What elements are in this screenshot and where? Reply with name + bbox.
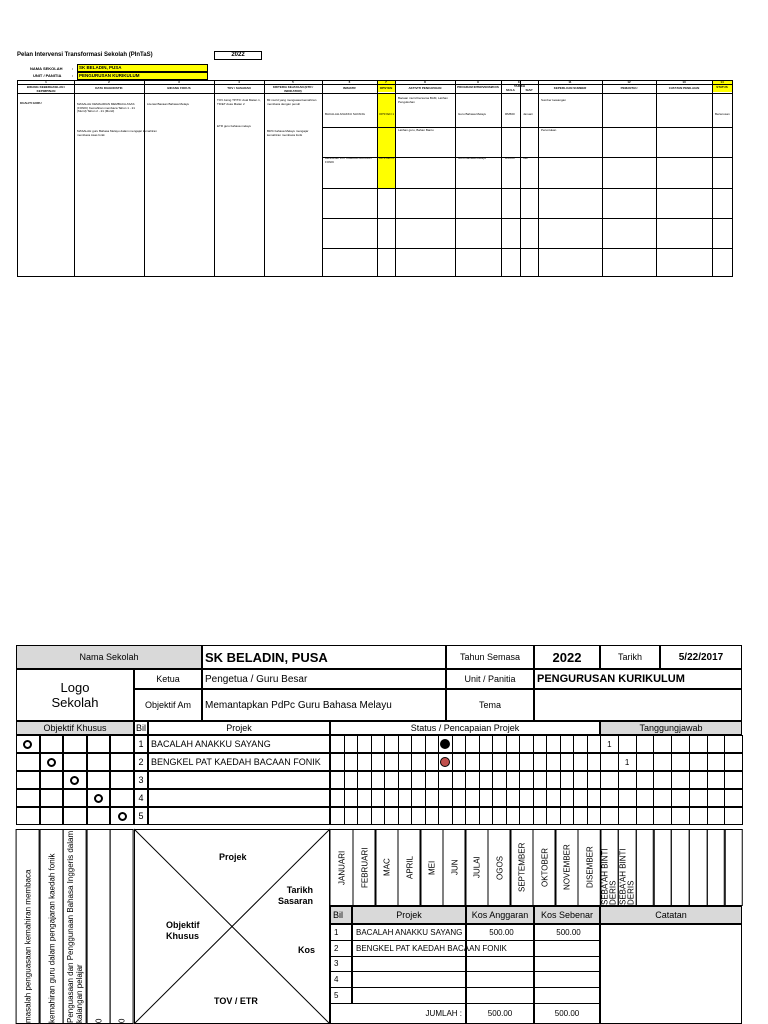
tanggungjawab-cell <box>600 807 619 825</box>
objective-cell <box>87 753 111 771</box>
month-header: OKTOBER <box>533 829 557 906</box>
status-cell <box>384 753 399 771</box>
status-cell <box>438 753 453 771</box>
objective-khusus-text: Penguasaan dan Penggunaan Bahasa Inggeris dalam kalangan pelajar <box>63 829 87 1024</box>
status-dot-icon <box>440 757 450 767</box>
tanggungjawab-cell: 1 <box>618 753 637 771</box>
logo-sekolah: Logo Sekolah <box>16 669 134 721</box>
objective-cell <box>40 753 64 771</box>
hdr-bidang: BIDANG KEBERHASILAN / KEPIMPINAN <box>26 85 66 93</box>
tanggungjawab-cell <box>689 789 708 807</box>
status-cell <box>344 771 359 789</box>
ketua-label: Ketua <box>134 669 202 689</box>
status-cell <box>411 789 426 807</box>
status-cell <box>330 789 345 807</box>
status-cell <box>506 753 521 771</box>
status-cell <box>411 771 426 789</box>
status-cell <box>533 735 548 753</box>
cost-bil: 3 <box>330 956 352 973</box>
month-header: FEBRUARI <box>353 829 377 906</box>
date-value: 5/22/2017 <box>660 645 742 669</box>
status-cell <box>506 807 521 825</box>
tanggungjawab-cell <box>653 735 672 753</box>
project-name <box>148 789 330 807</box>
cost-sebenar: 500.00 <box>534 924 600 941</box>
diagram-kos: Kos <box>298 945 316 955</box>
status-cell <box>384 807 399 825</box>
objective-cell <box>87 771 111 789</box>
hdr-pemantau: PEMANTAU <box>620 86 638 90</box>
status-cell <box>452 771 467 789</box>
cost-bil: 5 <box>330 987 352 1004</box>
status-cell <box>519 735 534 753</box>
project-status-form <box>16 645 742 1024</box>
tanggungjawab-cell <box>707 807 726 825</box>
status-cell <box>371 753 386 771</box>
diagram-tarikh-sasaran: Tarikh Sasaran <box>278 885 314 906</box>
tanggungjawab-cell <box>600 753 619 771</box>
tanggungjawab-cell <box>653 807 672 825</box>
objective-cell <box>110 771 134 789</box>
status-cell <box>425 753 440 771</box>
tanggungjawab-cell <box>618 735 637 753</box>
school-name: SK BELADIN, PUSA <box>202 645 446 669</box>
person-header: SEBA'AH BINTI DERIS <box>600 829 619 906</box>
status-cell <box>546 789 561 807</box>
tanggungjawab-cell <box>671 807 690 825</box>
objective-cell <box>16 735 40 753</box>
status-cell <box>465 735 480 753</box>
status-cell <box>560 789 575 807</box>
month-header: JULAI <box>465 829 489 906</box>
status-cell <box>425 771 440 789</box>
status-cell <box>465 771 480 789</box>
status-cell <box>330 735 345 753</box>
tanggungjawab-cell <box>724 753 743 771</box>
cost-projek: BACALAH ANAKKU SAYANG <box>352 924 466 941</box>
month-header: APRIL <box>398 829 422 906</box>
hdr-kriteria: KRITERIA KEJAYAAN (ETR / INDIKATOR) <box>272 85 314 93</box>
intervention-grid: 1 2 3 4 5 6 7 8 9 10 11 12 13 14 BIDANG KEBERHASILAN / KEPIMPINAN DATA DIAGNOSTIK BIDANG FOKUS TOV / SASARAN KRITERIA KEJAYAAN (ETR / INDIKATOR) INISIATIF OPSYEN AKTIVITI PENCAPAIAN PROGRAM INTERVENSI/KOS TARIKH MULA SIAP KEPERLUAN SUMBER PEMANTAU CATATAN PENILAIAN STATUS KUALITI GURU MASALAH KEMAHIRAN MEMBACA ASAS (FONIK) Kemahiran membaca Tahun 1 - 21 (Murid) Tahun 2 - 21 (Murid) MASALAH guru Bahasa Melayu dalam mengajar kemahiran membaca Asas fonik Literasi Bacaan Bahasa Melayu TOV Asing TP/TD: Asal Matan 1, TD/ET Asas Matan 2 ETR guru bahasa melayu Bil murid yang menguasai kemahiran membaca dengan penuh Bil/% bahasa Melayu mengajar kemahiran membaca fonik BACALAH ANAKKU SAYANG OPSYEN 1 Bacaan murid bersama BAM, Latihan Pengukuhan Latihan guru, Bahan Bantu Guru Bahasa Melayu RM500 Januari Sumber kewangan Peruntukan Berterusan BENGKEL PAT KAEDAH BACAAN FONIK OPSYEN 2 Guru Bahasa Melayu RM500 Mei <box>17 80 733 277</box>
tanggungjawab-cell <box>671 735 690 753</box>
status-cell <box>330 753 345 771</box>
cost-anggaran <box>466 956 534 973</box>
cost-projek <box>352 971 466 988</box>
tanggungjawab-cell <box>653 771 672 789</box>
status-cell <box>492 753 507 771</box>
objective-cell <box>40 735 64 753</box>
status-cell <box>357 753 372 771</box>
hdr-fokus: BIDANG FOKUS <box>167 86 191 90</box>
jumlah-anggaran: 500.00 <box>466 1003 534 1024</box>
objective-cell <box>63 735 87 753</box>
tanggungjawab-cell <box>671 789 690 807</box>
person-header <box>724 829 743 906</box>
status-cell <box>479 753 494 771</box>
status-cell <box>398 807 413 825</box>
objective-khusus-text: kemahiran guru dalam pengajaran kaedah fonik <box>40 829 64 1024</box>
status-cell <box>573 807 588 825</box>
status-cell <box>573 771 588 789</box>
status-cell <box>506 771 521 789</box>
project-name: BENGKEL PAT KAEDAH BACAAN FONIK <box>148 753 330 771</box>
status-cell <box>411 807 426 825</box>
status-cell <box>371 771 386 789</box>
status-cell <box>479 807 494 825</box>
status-cell <box>357 735 372 753</box>
project-name <box>148 771 330 789</box>
objective-cell <box>87 807 111 825</box>
status-cell <box>452 753 467 771</box>
tanggungjawab-cell <box>724 771 743 789</box>
tanggungjawab-cell <box>636 807 655 825</box>
status-cell <box>384 789 399 807</box>
status-cell <box>438 807 453 825</box>
status-cell <box>587 735 602 753</box>
project-name: BACALAH ANAKKU SAYANG <box>148 735 330 753</box>
status-cell <box>330 807 345 825</box>
status-cell <box>465 753 480 771</box>
status-cell <box>425 789 440 807</box>
tarikh-label: Tarikh <box>600 645 660 669</box>
status-cell <box>587 789 602 807</box>
status-cell <box>492 771 507 789</box>
status-dot-icon <box>440 739 450 749</box>
status-cell <box>506 789 521 807</box>
objective-cell <box>110 735 134 753</box>
objective-marker-icon <box>23 740 32 749</box>
status-cell <box>587 771 602 789</box>
tanggungjawab-cell <box>724 789 743 807</box>
status-cell <box>344 753 359 771</box>
status-cell <box>546 771 561 789</box>
objective-cell <box>16 807 40 825</box>
init-bengkel: BENGKEL PAT KAEDAH BACAAN FONIK <box>325 156 372 164</box>
person-header: SEBA'AH BINTI DERIS <box>618 829 637 906</box>
status-cell <box>357 807 372 825</box>
cost-sebenar <box>534 971 600 988</box>
objective-cell <box>110 807 134 825</box>
status-cell <box>371 735 386 753</box>
status-cell <box>533 807 548 825</box>
status-cell <box>560 771 575 789</box>
objective-cell <box>63 807 87 825</box>
tahun-label: Tahun Semasa <box>446 645 534 669</box>
status-cell <box>519 807 534 825</box>
status-cell <box>560 735 575 753</box>
month-header: JUN <box>443 829 467 906</box>
objective-cell <box>63 753 87 771</box>
person-header <box>671 829 690 906</box>
unit-value: PENGURUSAN KURIKULUM <box>77 72 208 80</box>
sheet-title: Pelan Intervensi Transformasi Sekolah (PInTaS) <box>17 52 153 58</box>
status-cell <box>384 735 399 753</box>
status-cell <box>560 753 575 771</box>
month-header: SEPTEMBER <box>510 829 534 906</box>
person-header <box>636 829 655 906</box>
status-cell <box>411 735 426 753</box>
cost-bil: 2 <box>330 940 352 957</box>
status-cell <box>492 807 507 825</box>
ketua-value: Pengetua / Guru Besar <box>202 669 446 689</box>
unit-label: UNIT / PANITIA <box>33 73 62 78</box>
objective-cell <box>16 771 40 789</box>
hdr-catatan: CATATAN PENILAIAN <box>668 86 700 90</box>
objective-cell <box>87 789 111 807</box>
cost-projek-header: Projek <box>352 906 466 924</box>
year-value: 2022 <box>534 645 600 669</box>
objective-cell <box>40 771 64 789</box>
cost-projek: BENGKEL PAT KAEDAH BACAAN FONIK <box>352 940 466 957</box>
kos-sebenar-header: Kos Sebenar <box>534 906 600 924</box>
objective-cell <box>63 771 87 789</box>
tanggungjawab-cell <box>636 753 655 771</box>
cost-anggaran <box>466 987 534 1004</box>
month-header: NOVEMBER <box>555 829 579 906</box>
objective-marker-icon <box>70 776 79 785</box>
school-value: SK BELADIN, PUSA <box>77 64 208 72</box>
tanggungjawab-cell <box>600 771 619 789</box>
status-cell <box>533 771 548 789</box>
objective-marker-icon <box>47 758 56 767</box>
status-cell <box>465 807 480 825</box>
tanggungjawab-cell <box>689 735 708 753</box>
objective-marker-icon <box>94 794 103 803</box>
status-cell <box>465 789 480 807</box>
status-cell <box>546 807 561 825</box>
month-header: OGOS <box>488 829 512 906</box>
cost-sebenar <box>534 956 600 973</box>
tanggungjawab-cell <box>724 807 743 825</box>
cost-projek <box>352 956 466 973</box>
status-cell <box>344 735 359 753</box>
status-cell <box>452 735 467 753</box>
init-bacalah: BACALAH ANAKKU SAYANG <box>325 112 365 116</box>
status-cell <box>384 771 399 789</box>
month-header: MEI <box>420 829 444 906</box>
tema-label: Tema <box>446 689 534 721</box>
status-cell <box>546 753 561 771</box>
status-cell <box>587 807 602 825</box>
jumlah-sebenar: 500.00 <box>534 1003 600 1024</box>
hdr-data: DATA DIAGNOSTIK <box>95 86 123 90</box>
status-cell <box>492 735 507 753</box>
person-header <box>707 829 726 906</box>
cost-bil-header: Bil <box>330 906 352 924</box>
status-cell <box>411 753 426 771</box>
person-header <box>653 829 672 906</box>
hdr-tov: TOV / SASARAN <box>227 86 251 90</box>
tanggungjawab-cell <box>707 789 726 807</box>
tanggungjawab-cell <box>707 753 726 771</box>
status-cell <box>357 771 372 789</box>
hdr-sumber: KEPERLUAN SUMBER <box>553 86 587 90</box>
tanggungjawab-header: Tanggungjawab <box>600 721 742 735</box>
tanggungjawab-cell <box>636 771 655 789</box>
hdr-opsyen: OPSYEN <box>379 86 393 90</box>
project-name <box>148 807 330 825</box>
month-header: JANUARI <box>330 829 354 906</box>
cost-anggaran <box>466 940 534 957</box>
catatan-header: Catatan <box>600 906 742 924</box>
objektif-am-value: Memantapkan PdPc Guru Bahasa Melayu <box>202 689 446 721</box>
status-cell <box>519 789 534 807</box>
status-cell <box>506 735 521 753</box>
diagram-objektif-khusus: Objektif Khusus <box>166 920 200 941</box>
objective-cell <box>40 789 64 807</box>
cost-bil: 1 <box>330 924 352 941</box>
hdr-status: STATUS <box>716 85 728 89</box>
objective-cell <box>110 753 134 771</box>
status-cell <box>438 789 453 807</box>
cost-bil: 4 <box>330 971 352 988</box>
tanggungjawab-cell <box>653 789 672 807</box>
objective-marker-icon <box>118 812 127 821</box>
tanggungjawab-cell <box>671 771 690 789</box>
tanggungjawab-cell <box>653 753 672 771</box>
cost-sebenar <box>534 987 600 1004</box>
status-cell <box>344 789 359 807</box>
hdr-tarikh: TARIKH <box>513 84 526 88</box>
status-cell <box>492 789 507 807</box>
tanggungjawab-cell: 1 <box>600 735 619 753</box>
sheet-year: 2022 <box>214 51 262 60</box>
objective-khusus-text: 0 <box>87 829 111 1024</box>
tema-value <box>534 689 742 721</box>
tanggungjawab-cell <box>689 771 708 789</box>
status-cell <box>425 735 440 753</box>
area-kualiti-guru: KUALITI GURU <box>20 101 42 105</box>
bil-header: Bil <box>136 723 147 733</box>
hdr-program: PROGRAM INTERVENSI/KOS <box>457 85 499 89</box>
status-cell <box>398 789 413 807</box>
status-cell <box>398 771 413 789</box>
status-cell <box>533 753 548 771</box>
tanggungjawab-cell <box>618 789 637 807</box>
tanggungjawab-cell <box>618 771 637 789</box>
objective-cell <box>16 789 40 807</box>
cost-anggaran: 500.00 <box>466 924 534 941</box>
tanggungjawab-cell <box>600 789 619 807</box>
status-cell <box>519 771 534 789</box>
school-label: NAMA SEKOLAH <box>30 66 63 71</box>
status-cell <box>519 753 534 771</box>
status-cell <box>438 735 453 753</box>
unit-label: Unit / Panitia <box>446 669 534 689</box>
tanggungjawab-cell <box>689 807 708 825</box>
status-cell <box>371 807 386 825</box>
tanggungjawab-cell <box>618 807 637 825</box>
project-bil: 4 <box>134 789 148 807</box>
status-cell <box>425 807 440 825</box>
month-header: MAC <box>375 829 399 906</box>
objective-cell <box>16 753 40 771</box>
status-cell <box>452 807 467 825</box>
cost-projek <box>352 987 466 1004</box>
status-cell <box>330 771 345 789</box>
tanggungjawab-cell <box>707 735 726 753</box>
status-cell <box>533 789 548 807</box>
status-cell <box>357 789 372 807</box>
status-cell <box>546 735 561 753</box>
objektif-khusus-header: Objektif Khusus <box>16 721 134 735</box>
status-cell <box>573 753 588 771</box>
objective-cell <box>40 807 64 825</box>
tanggungjawab-cell <box>636 735 655 753</box>
tanggungjawab-cell <box>707 771 726 789</box>
tanggungjawab-cell <box>689 753 708 771</box>
project-bil: 1 <box>134 735 148 753</box>
nama-sekolah-label: Nama Sekolah <box>16 645 202 669</box>
status-cell <box>452 789 467 807</box>
unit-value: PENGURUSAN KURIKULUM <box>534 669 742 689</box>
kos-anggaran-header: Kos Anggaran <box>466 906 534 924</box>
diagram-tov-etr: TOV / ETR <box>214 996 258 1006</box>
objective-cell <box>110 789 134 807</box>
project-bil: 3 <box>134 771 148 789</box>
objective-khusus-text: masalah penguasaan kemahiran membaca <box>16 829 40 1024</box>
status-cell <box>479 771 494 789</box>
status-cell <box>398 753 413 771</box>
status-cell <box>344 807 359 825</box>
status-cell <box>438 771 453 789</box>
status-cell <box>573 735 588 753</box>
month-header: DISEMBER <box>578 829 602 906</box>
person-header <box>689 829 708 906</box>
cost-anggaran <box>466 971 534 988</box>
jumlah-label: JUMLAH : <box>330 1003 466 1024</box>
status-cell <box>479 789 494 807</box>
hdr-inisiatif: INISIATIF <box>342 86 357 90</box>
objective-cell <box>87 735 111 753</box>
status-cell <box>573 789 588 807</box>
objektif-am-label: Objektif Am <box>134 689 202 721</box>
hdr-aktiviti: AKTIVITI PENCAPAIAN <box>408 86 442 90</box>
cost-sebenar <box>534 940 600 957</box>
project-bil: 2 <box>134 753 148 771</box>
catatan-box <box>600 924 742 1024</box>
tanggungjawab-cell <box>724 735 743 753</box>
status-cell <box>371 789 386 807</box>
diagram-projek: Projek <box>219 852 247 862</box>
objective-khusus-text: 0 <box>110 829 134 1024</box>
tanggungjawab-cell <box>671 753 690 771</box>
status-cell <box>560 807 575 825</box>
project-bil: 5 <box>134 807 148 825</box>
objective-cell <box>63 789 87 807</box>
tanggungjawab-cell <box>636 789 655 807</box>
projek-header: Projek <box>148 721 330 735</box>
status-cell <box>398 735 413 753</box>
status-cell <box>587 753 602 771</box>
status-cell <box>479 735 494 753</box>
status-header: Status / Pencapaian Projek <box>330 721 600 735</box>
